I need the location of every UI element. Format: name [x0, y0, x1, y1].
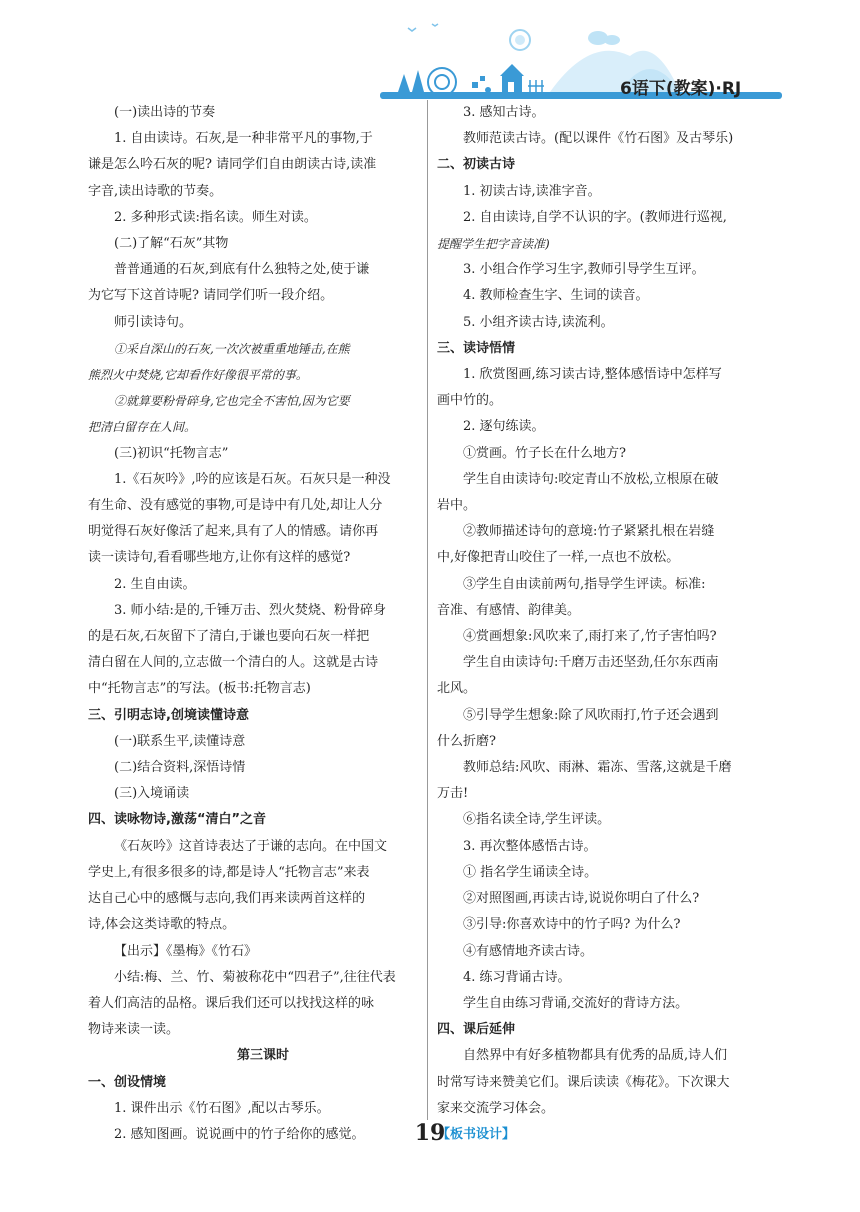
text-line: 2. 多种形式读:指名读。师生对读。: [114, 209, 317, 225]
text-line: 有生命、没有感觉的事物,可是诗中有几处,却让人分: [88, 498, 383, 514]
text-line: 3. 再次整体感悟古诗。: [463, 838, 597, 854]
text-line: 5. 小组齐读古诗,读流利。: [463, 314, 614, 330]
text-line: 1. 欣赏图画,练习读古诗,整体感悟诗中怎样写: [463, 367, 722, 383]
text-line: 读一读诗句,看看哪些地方,让你有这样的感觉?: [88, 550, 351, 566]
text-line: 1. 自由读诗。石灰,是一种非常平凡的事物,于: [114, 131, 373, 147]
text-line: 四、课后延伸: [437, 1022, 516, 1038]
text-line: 一、创设情境: [88, 1074, 167, 1090]
text-line: ① 指名学生诵读全诗。: [463, 864, 598, 880]
text-line: 三、引明志诗,创境读懂诗意: [88, 707, 249, 723]
text-line: ③引导:你喜欢诗中的竹子吗? 为什么?: [463, 917, 681, 933]
text-line: 家来交流学习体会。: [437, 1100, 555, 1116]
text-line: 第三课时: [236, 1048, 289, 1064]
fence-icon: [528, 80, 544, 92]
text-line: ①赏画。竹子长在什么地方?: [463, 445, 626, 461]
text-line: 北风。: [437, 681, 477, 697]
text-line: (三)初识“托物言志”: [114, 445, 229, 461]
text-line: 3. 小组合作学习生字,教师引导学生互评。: [463, 262, 705, 278]
text-line: 谦是怎么吟石灰的呢? 请同学们自由朗读古诗,读准: [88, 157, 377, 173]
text-line: 2. 逐句练读。: [463, 419, 545, 435]
text-line: 音准、有感情、韵律美。: [437, 602, 581, 618]
text-line: 三、读诗悟情: [437, 340, 516, 356]
text-line: 的是石灰,石灰留下了清白,于谦也要向石灰一样把: [88, 629, 370, 645]
text-line: 学生自由读诗句:千磨万击还坚劲,任尔东西南: [463, 655, 719, 671]
text-line: 学生自由读诗句:咬定青山不放松,立根原在破: [463, 471, 719, 487]
text-line: 中“托物言志”的写法。(板书:托物言志): [88, 681, 311, 697]
text-line: 2. 生自由读。: [114, 576, 196, 592]
page-number: 19: [414, 1120, 446, 1146]
text-line: 中,好像把青山咬住了一样,一点也不放松。: [437, 550, 680, 566]
text-line: 【板书设计】: [437, 1126, 516, 1142]
text-line: ②就算要粉骨碎身,它也完全不害怕,因为它要: [114, 394, 350, 409]
text-line: 自然界中有好多植物都具有优秀的品质,诗人们: [463, 1048, 728, 1064]
text-line: 着人们高洁的品格。课后我们还可以找找这样的咏: [88, 995, 375, 1011]
text-line: (二)了解“石灰”其物: [114, 236, 229, 252]
text-line: 《石灰吟》这首诗表达了于谦的志向。在中国文: [114, 838, 388, 854]
text-line: 字音,读出诗歌的节奏。: [88, 183, 223, 199]
text-line: (一)联系生平,读懂诗意: [114, 733, 246, 749]
text-line: ⑥指名读全诗,学生评读。: [463, 812, 611, 828]
left-column: [88, 100, 438, 1148]
text-line: 1.《石灰吟》,吟的应该是石灰。石灰只是一种没: [114, 471, 391, 487]
text-line: 达自己心中的感慨与志向,我们再来读两首这样的: [88, 891, 366, 907]
text-line: ②教师描述诗句的意境:竹子紧紧扎根在岩缝: [463, 524, 715, 540]
text-line: 1. 课件出示《竹石图》,配以古琴乐。: [114, 1100, 330, 1116]
text-line: 四、读咏物诗,激荡“清白”之音: [88, 812, 267, 828]
text-line: 把清白留存在人间。: [88, 420, 197, 435]
text-line: 师引读诗句。: [114, 314, 193, 330]
text-line: 普普通通的石灰,到底有什么独特之处,使于谦: [114, 262, 370, 278]
text-line: 明觉得石灰好像活了起来,具有了人的情感。请你再: [88, 524, 379, 540]
text-line: 清白留在人间的,立志做一个清白的人。这就是古诗: [88, 655, 379, 671]
text-line: 教师总结:风吹、雨淋、霜冻、雪落,这就是千磨: [463, 760, 732, 776]
text-line: ⑤引导学生想象:除了风吹雨打,竹子还会遇到: [463, 707, 719, 723]
text-line: ③学生自由读前两句,指导学生评读。标准:: [463, 576, 706, 592]
text-line: 万击!: [437, 786, 469, 802]
text-line: 2. 感知图画。说说画中的竹子给你的感觉。: [114, 1126, 365, 1142]
text-line: 学史上,有很多很多的诗,都是诗人“托物言志”来表: [88, 864, 370, 880]
text-line: 物诗来读一读。: [88, 1022, 180, 1038]
text-line: (一)读出诗的节奏: [114, 105, 216, 120]
text-line: ①采自深山的石灰,一次次被重重地锤击,在熊: [114, 341, 350, 356]
text-line: 提醒学生把字音读准): [437, 237, 550, 252]
text-line: ④赏画想象:风吹来了,雨打来了,竹子害怕吗?: [463, 629, 717, 645]
text-line: 二、初读古诗: [437, 157, 516, 173]
text-line: 小结:梅、兰、竹、菊被称花中“四君子”,往往代表: [114, 969, 396, 985]
text-line: 教师范读古诗。(配以课件《竹石图》及古琴乐): [463, 131, 734, 147]
text-line: 4. 教师检查生字、生词的读音。: [463, 288, 649, 304]
text-line: 3. 感知古诗。: [463, 105, 545, 120]
text-line: 为它写下这首诗呢? 请同学们听一段介绍。: [88, 288, 334, 304]
book-title: 6语下(教案)·RJ: [620, 79, 742, 99]
text-line: 3. 师小结:是的,千锤万击、烈火焚烧、粉骨碎身: [114, 602, 387, 618]
text-line: (三)入境诵读: [114, 786, 190, 802]
text-line: 1. 初读古诗,读准字音。: [463, 183, 601, 199]
text-line: ②对照图画,再读古诗,说说你明白了什么?: [463, 891, 700, 907]
text-line: 什么折磨?: [437, 733, 496, 749]
text-line: ④有感情地齐读古诗。: [463, 943, 594, 959]
house-icon: [500, 64, 524, 92]
cloud-icon: [588, 31, 620, 45]
right-column: [437, 100, 787, 1148]
text-line: 2. 自由读诗,自学不认识的字。(教师进行巡视,: [463, 209, 727, 225]
text-line: 学生自由练习背诵,交流好的背诗方法。: [463, 995, 689, 1011]
text-line: 4. 练习背诵古诗。: [463, 969, 571, 985]
text-line: 【出示】《墨梅》《竹石》: [114, 943, 258, 959]
text-line: (二)结合资料,深悟诗情: [114, 760, 246, 776]
bird-icon: [408, 24, 438, 31]
text-line: 时常写诗来赞美它们。课后读读《梅花》。下次课大: [437, 1074, 730, 1090]
text-line: 诗,体会这类诗歌的特点。: [88, 917, 236, 933]
text-line: 岩中。: [437, 498, 477, 514]
text-line: 画中竹的。: [437, 393, 503, 409]
column-divider: [427, 100, 428, 1120]
text-line: 熊烈火中焚烧,它却看作好像很平常的事。: [88, 368, 308, 383]
